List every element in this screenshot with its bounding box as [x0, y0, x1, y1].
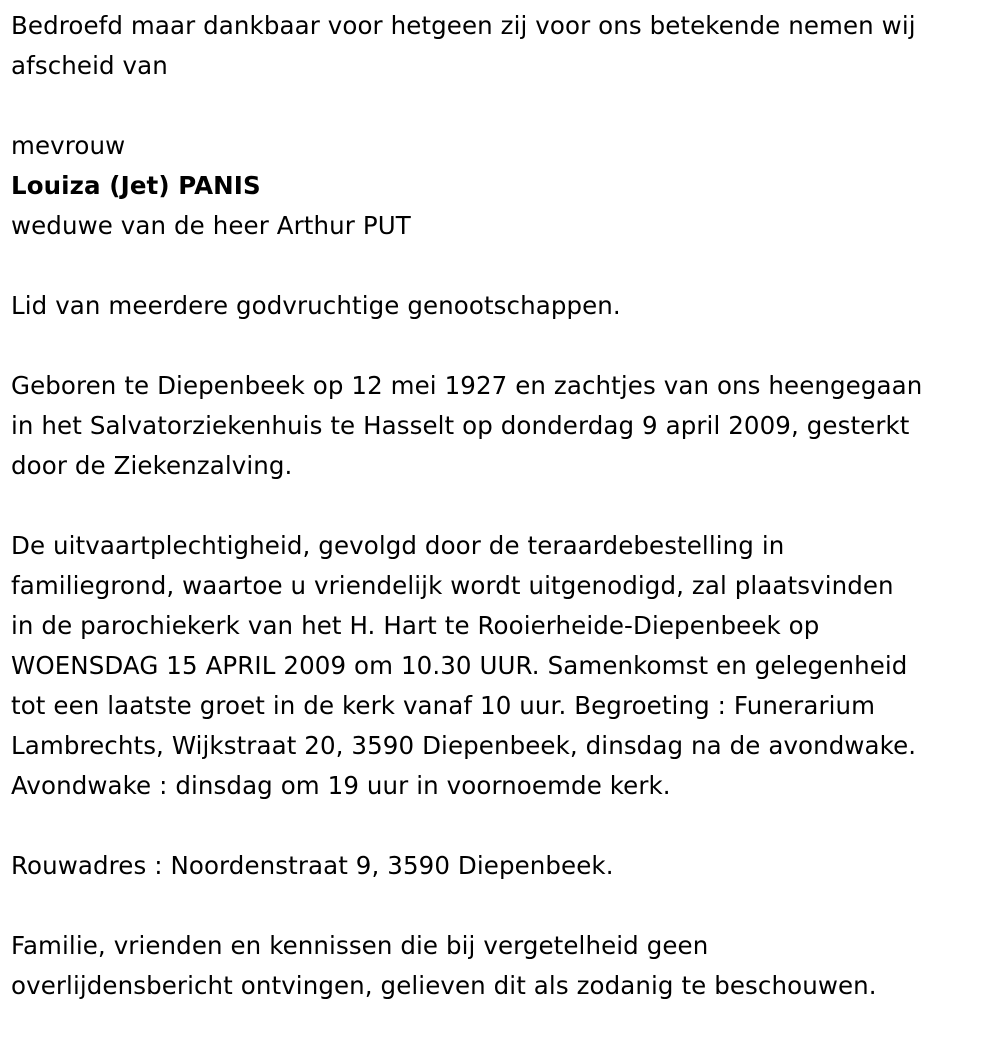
- funeral-line: familiegrond, waartoe u vriendelijk wordt uitgenodigd, zal plaatsvinden: [11, 571, 894, 600]
- closing-line: overlijdensbericht ontvingen, gelieven dit als zodanig te beschouwen.: [11, 971, 877, 1000]
- closing-paragraph: [11, 926, 996, 1006]
- relation: weduwe van de heer Arthur PUT: [11, 211, 411, 240]
- salutation: mevrouw: [11, 131, 126, 160]
- intro-paragraph: [11, 6, 996, 86]
- funeral-line: tot een laatste groet in de kerk vanaf 10 uur. Begroeting : Funerarium: [11, 691, 876, 720]
- mourning-address: Rouwadres : Noordenstraat 9, 3590 Diepenbeek.: [11, 851, 614, 880]
- closing-line: Familie, vrienden en kennissen die bij vergetelheid geen: [11, 931, 709, 960]
- funeral-line: De uitvaartplechtigheid, gevolgd door de teraardebestelling in: [11, 531, 785, 560]
- birth-death-line: Geboren te Diepenbeek op 12 mei 1927 en zachtjes van ons heengegaan: [11, 371, 923, 400]
- funeral-line: in de parochiekerk van het H. Hart te Rooierheide-Diepenbeek op: [11, 611, 820, 640]
- funeral-line: WOENSDAG 15 APRIL 2009 om 10.30 UUR. Samenkomst en gelegenheid: [11, 651, 908, 680]
- funeral-line: Lambrechts, Wijkstraat 20, 3590 Diepenbeek, dinsdag na de avondwake.: [11, 731, 917, 760]
- funeral-line: Avondwake : dinsdag om 19 uur in voornoemde kerk.: [11, 771, 671, 800]
- obituary-notice: [11, 6, 996, 1006]
- birth-death-paragraph: [11, 366, 996, 486]
- deceased-name: Louiza (Jet) PANIS: [11, 171, 261, 200]
- birth-death-line: door de Ziekenzalving.: [11, 451, 293, 480]
- intro-line: afscheid van: [11, 51, 168, 80]
- membership-paragraph: Lid van meerdere godvruchtige genootschappen.: [11, 291, 621, 320]
- funeral-paragraph: [11, 526, 996, 806]
- intro-line: Bedroefd maar dankbaar voor hetgeen zij voor ons betekende nemen wij: [11, 11, 916, 40]
- birth-death-line: in het Salvatorziekenhuis te Hasselt op donderdag 9 april 2009, gesterkt: [11, 411, 910, 440]
